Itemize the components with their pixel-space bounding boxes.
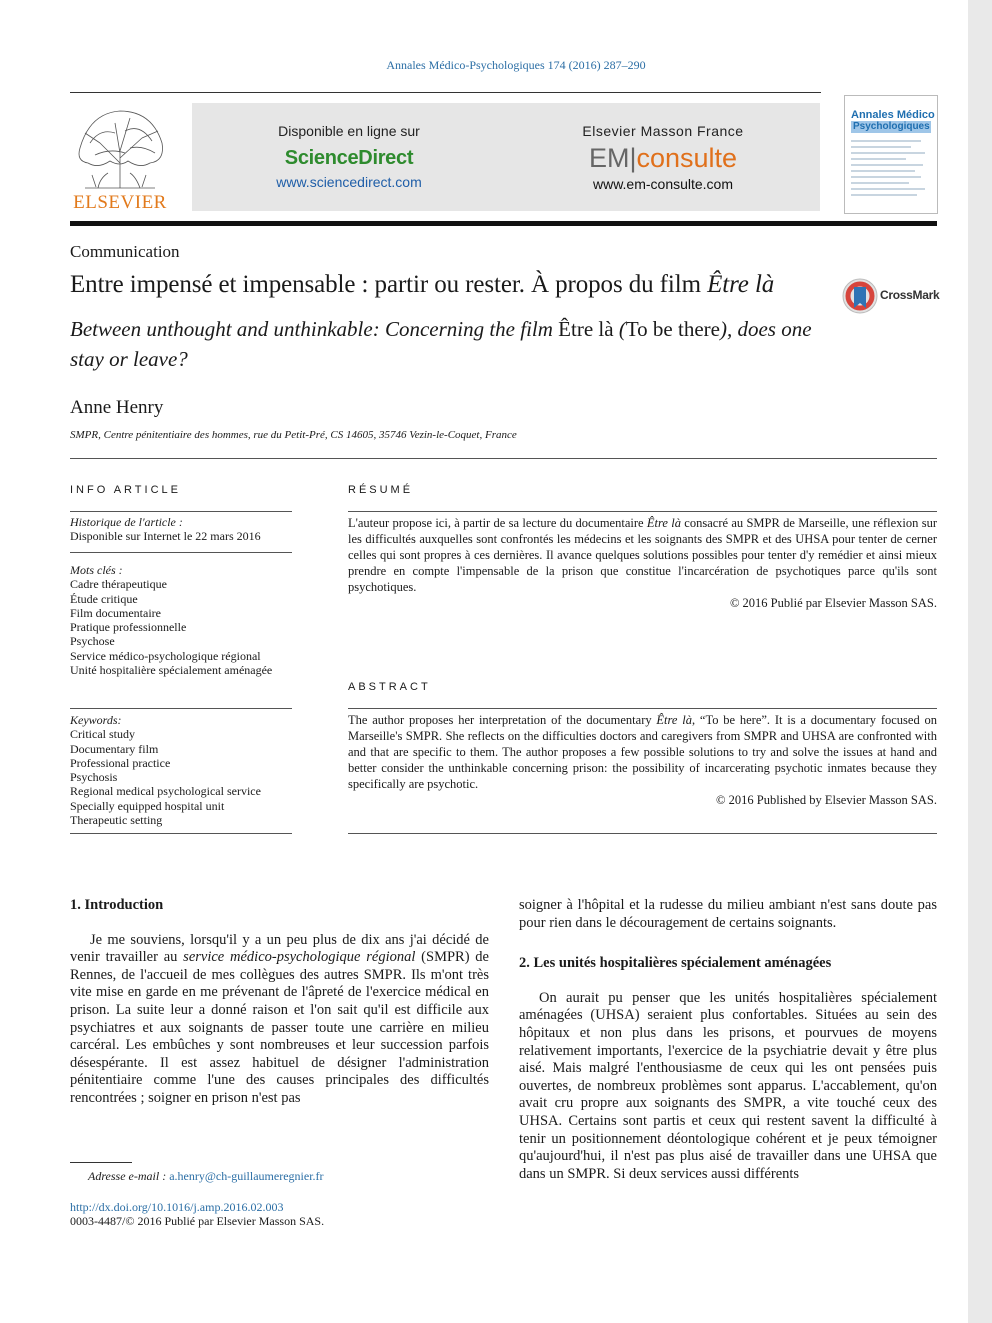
doi-link[interactable]: http://dx.doi.org/10.1016/j.amp.2016.02.003 — [70, 1200, 284, 1214]
keyword-en-item: Therapeutic setting — [70, 813, 163, 828]
cover-title-line2: Psychologiques — [853, 121, 930, 132]
info-rule-2 — [70, 552, 292, 553]
page-edge-strip — [968, 0, 992, 1323]
body-left-column — [70, 897, 489, 1108]
abstract-rule — [348, 708, 937, 709]
sciencedirect-logo: ScienceDirect — [284, 147, 414, 169]
keyword-en-item: Specially equipped hospital unit — [70, 798, 225, 813]
sd-available-text: Disponible en ligne sur — [278, 123, 420, 139]
keyword-fr-item: Service médico-psychologique régional — [70, 648, 261, 663]
footnote-email-label: Adresse e-mail : — [88, 1169, 167, 1183]
info-rule-3 — [70, 708, 292, 709]
intro-paragraph — [70, 932, 489, 1108]
publisher-banner — [192, 103, 820, 211]
keyword-fr-item: Pratique professionnelle — [70, 620, 187, 635]
resume-film: Être là — [646, 516, 681, 530]
em-consulte-logo: EM|consulte — [588, 143, 738, 173]
title-en-tobe: To be there — [625, 317, 720, 341]
abstract-copyright: © 2016 Published by Elsevier Masson SAS. — [716, 793, 937, 807]
keyword-en-item: Critical study — [70, 727, 135, 742]
keywords-en — [70, 713, 300, 827]
keywords-fr — [70, 563, 300, 677]
keyword-en-item: Professional practice — [70, 755, 171, 770]
intro-p1-italic: service médico-psychologique régional — [183, 949, 416, 966]
resume-label: RÉSUMÉ — [348, 484, 414, 496]
keyword-en-item: Documentary film — [70, 741, 159, 756]
info-article-label: INFO ARTICLE — [70, 484, 181, 496]
title-fr-film: Être là — [707, 271, 775, 298]
crossmark-label: CrossMark — [880, 288, 940, 302]
resume-text-a: L'auteur propose ici, à partir de sa lecture du documentaire — [348, 516, 647, 530]
article-title-en — [70, 314, 830, 374]
em-title-text: Elsevier Masson France — [582, 123, 744, 139]
article-history — [70, 515, 292, 544]
keyword-fr-item: Unité hospitalière spécialement aménagée — [70, 663, 273, 678]
intro-p1-b: (SMPR) de Rennes, de l'accueil de mes collègues des autres SMPR. Ils m'ont très vite mise en garde en me prévenant de l'âpreté de l'exercice médical en prison. La suite leur a donné raison et l'on sait qu'il est difficile aux psychiatres et aux soignants de passer toute une carrière en milieu carcéral. Les embûches y sont nombreuses et leur succession parfois désespérante. Il est assez habituel de désigner l'administration pénitentiaire comme l'une des causes principales des difficultés rencontrées ; soigner en prison n'est pas — [70, 949, 489, 1106]
section-2-heading: 2. Les unités hospitalières spécialement aménagées — [519, 955, 832, 972]
issn-line: 0003-4487/© 2016 Publié par Elsevier Masson SAS. — [70, 1214, 325, 1228]
abstract-label: ABSTRACT — [348, 681, 431, 693]
abstract-text-b: , “To be here”. It is a documentary focused on Marseille's SMPR. She reflects on the difficulties doctors and caregivers from SMPR and UHSA are confronted with and that are specific to them. The author proposes a few possible solutions to try and solve the issues at hand and better consider the unthinkable concerning prison: the possibility of incarcerating psychotic inmates because they specifically are psychotic. — [348, 713, 937, 791]
sciencedirect-link[interactable]: www.sciencedirect.com — [276, 174, 422, 190]
header-top-rule — [70, 92, 821, 93]
author-affiliation: SMPR, Centre pénitentiaire des hommes, rue du Petit-Pré, CS 14605, 35746 Vezin-le-Coquet, France — [70, 429, 517, 441]
resume-text — [348, 515, 937, 611]
journal-reference-link[interactable]: Annales Médico-Psychologiques 174 (2016) 287–290 — [386, 58, 646, 72]
elsevier-wordmark: ELSEVIER — [73, 192, 167, 213]
resume-copyright: © 2016 Publié par Elsevier Masson SAS. — [729, 596, 937, 610]
title-en-part-c: ), does one stay or leave? — [70, 317, 812, 371]
sciencedirect-panel — [192, 103, 506, 211]
title-fr-main: Entre impensé et impensable : partir ou rester. À propos du film — [70, 271, 708, 298]
resume-rule — [348, 511, 937, 512]
section-1-heading: 1. Introduction — [70, 897, 164, 913]
keyword-fr-item: Film documentaire — [70, 605, 161, 620]
journal-reference[interactable] — [0, 58, 992, 73]
resume-text-b: consacré au SMPR de Marseille, une réflexion sur les difficultés auxquelles sont confrontés les médecins et les soignants des SMPR et des UHSA pour tenter de cerner celles qui sont propres à ces dernières. Il avance quelques solutions possibles pour tenter d'y remédier et ainsi mieux prendre en compte l'impensable de la prison que constitue l'incarcération de psychotiques parce qu'ils sont psychotiques. — [348, 516, 937, 594]
abstract-film: Être là — [656, 713, 692, 727]
em-consulte-panel — [506, 103, 820, 211]
article-title-fr — [70, 271, 774, 299]
info-rule-4 — [70, 833, 292, 834]
front-matter-rule — [70, 458, 937, 459]
doi-line — [70, 1200, 283, 1215]
keyword-en-item: Psychosis — [70, 770, 118, 785]
header-thick-rule — [70, 221, 937, 226]
abstract-text-a: The author proposes her interpretation of the documentary — [348, 713, 657, 727]
info-rule-1 — [70, 511, 292, 512]
cover-title-line1: Annales Médico — [851, 109, 935, 121]
keyword-fr-item: Psychose — [70, 634, 115, 649]
em-logo-consulte: consulte — [636, 143, 738, 173]
author-email-link[interactable]: a.henry@ch-guillaumeregnier.fr — [169, 1169, 324, 1183]
em-consulte-link[interactable]: www.em-consulte.com — [592, 176, 734, 192]
history-label: Historique de l'article : — [70, 515, 183, 529]
article-section-type: Communication — [70, 242, 180, 261]
abstract-bottom-rule — [348, 833, 937, 834]
history-value: Disponible sur Internet le 22 mars 2016 — [70, 529, 261, 544]
crossmark-icon — [842, 278, 878, 314]
keywords-fr-label: Mots clés : — [70, 563, 123, 577]
body-right-column — [519, 897, 937, 1183]
footnote-rule — [70, 1162, 132, 1163]
crossmark-badge[interactable] — [842, 278, 942, 314]
journal-cover-thumbnail[interactable] — [844, 95, 938, 214]
title-en-film: Être là — [558, 317, 614, 341]
section-2-paragraph: On aurait pu penser que les unités hospitalières spécialement aménagées (UHSA) seraient plus confortables. Situées au sein des hôpitaux et non plus dans les prisons, et pourvues de moyens relativement importants, l'exercice de la psychiatrie devait y être plus aisé. Mais malgré l'enthousiasme de ceux qui les ont pensées puis ouvertes, de nombreux problèmes sont apparus. L'accablement, qu'on avait cru propre aux soignants des SMPR, a vite touché ceux des UHSA. Certains sont partis et ceux qui restent savent la difficulté à tenir un positionnement déontologique cohérent et je peux témoigner qu'aujourd'hui, il n'est pas plus aisé de travailler dans une UHSA que dans un SMPR. Si deux services aussi différents — [519, 989, 937, 1182]
footnote-email — [88, 1169, 324, 1184]
author-name: Anne Henry — [70, 397, 164, 418]
intro-continued: soigner à l'hôpital et la rudesse du milieu ambiant n'est sans doute pas pour rien dans le découragement de certains soignants. — [519, 897, 937, 931]
keyword-fr-item: Étude critique — [70, 591, 138, 606]
em-logo-em: EM — [588, 143, 630, 173]
abstract-text — [348, 712, 937, 808]
keyword-en-item: Regional medical psychological service — [70, 784, 261, 799]
title-en-part-b: ( — [613, 317, 626, 341]
title-en-part-a: Between unthought and unthinkable: Concerning the film — [70, 317, 559, 341]
keyword-fr-item: Cadre thérapeutique — [70, 577, 167, 592]
keywords-en-label: Keywords: — [70, 713, 122, 727]
intro-p1-a: Je me souviens, lorsqu'il y a un peu plus de dix ans j'ai décidé de venir travailler au — [70, 931, 489, 966]
